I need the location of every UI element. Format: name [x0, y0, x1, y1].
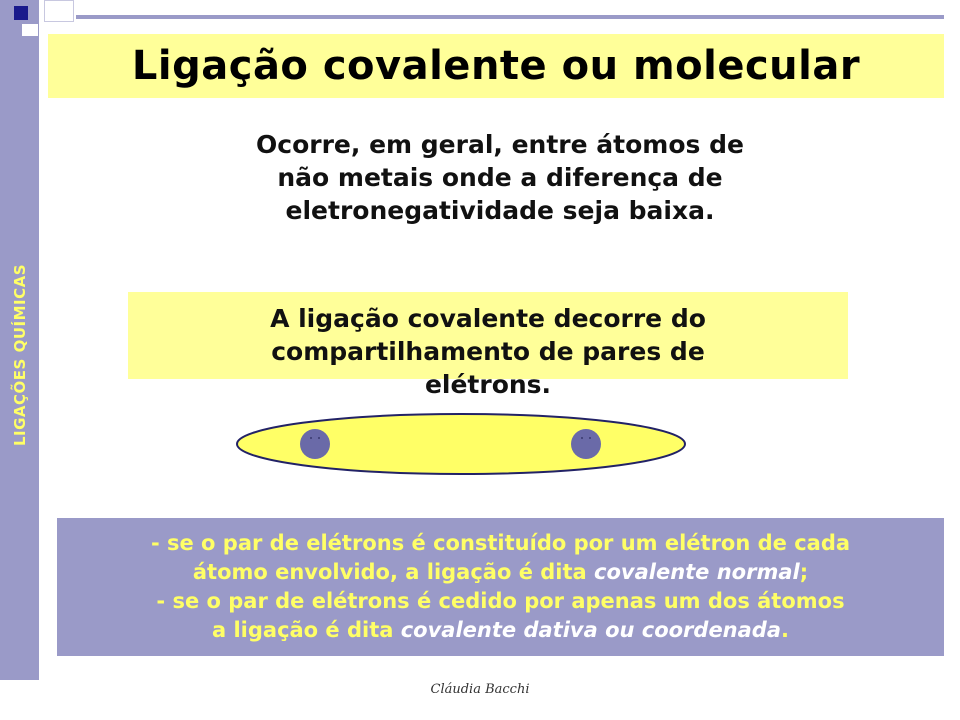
definition-line: elétrons. — [424, 370, 552, 399]
intro-text — [140, 128, 860, 227]
footer-author: Cláudia Bacchi — [430, 682, 530, 697]
page-title: Ligação covalente ou molecular — [131, 43, 861, 89]
electron-dot-icon — [581, 437, 583, 439]
sidebar-label: LIGAÇÕES QUÍMICAS — [11, 263, 29, 447]
info-line-4 — [212, 616, 789, 645]
intro-line: não metais onde a diferença de — [277, 163, 723, 192]
info-line-3: - se o par de elétrons é cedido por apenas um dos átomos — [156, 589, 845, 613]
intro-line: Ocorre, em geral, entre átomos de — [256, 130, 744, 159]
electron-dot-icon — [318, 437, 320, 439]
definition-line: A ligação covalente decorre do — [270, 304, 706, 333]
term-covalente-dativa: covalente dativa ou coordenada — [400, 618, 782, 642]
top-rule — [76, 15, 944, 19]
info-line-1: - se o par de elétrons é constituído por um elétron de cada — [150, 531, 851, 555]
atom-circle-icon — [571, 429, 601, 459]
corner-square-icon — [22, 24, 38, 36]
definition-line: compartilhamento de pares de — [271, 337, 705, 366]
electron-dot-icon — [589, 437, 591, 439]
electron-dot-icon — [310, 437, 312, 439]
info-box — [57, 518, 944, 656]
covalent-bond-diagram — [235, 410, 695, 490]
sidebar-band — [0, 0, 39, 680]
title-box — [48, 34, 944, 98]
definition-text — [140, 302, 836, 401]
corner-square-icon — [14, 6, 28, 20]
term-covalente-normal: covalente normal — [594, 560, 800, 584]
intro-line: eletronegatividade seja baixa. — [285, 196, 715, 225]
corner-square-icon — [44, 0, 74, 22]
info-line-2 — [193, 558, 808, 587]
info-text: ; — [799, 560, 809, 584]
info-text: a ligação é dita — [211, 618, 401, 642]
info-text: átomo envolvido, a ligação é dita — [192, 560, 595, 584]
atom-circle-icon — [300, 429, 330, 459]
info-text: . — [781, 618, 789, 642]
